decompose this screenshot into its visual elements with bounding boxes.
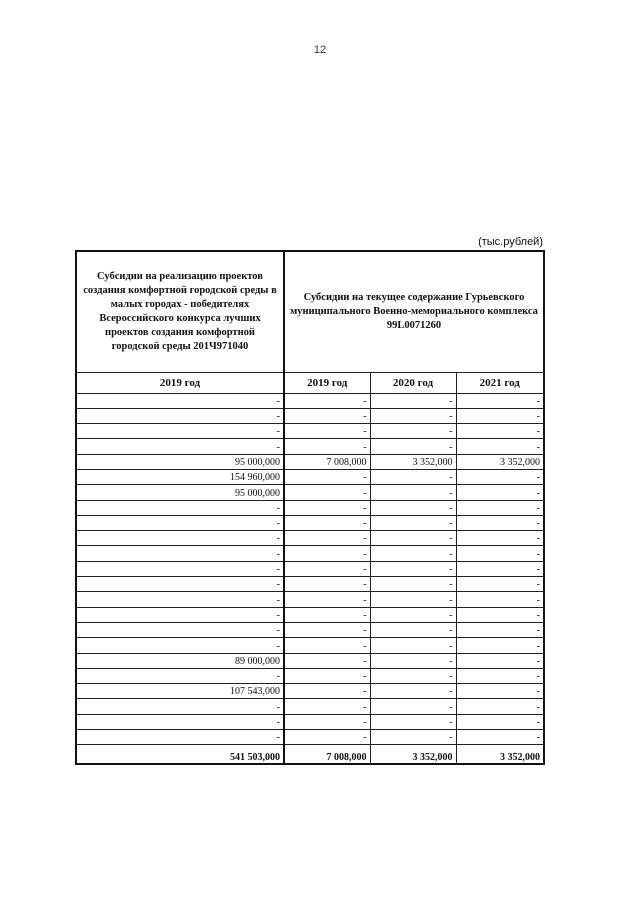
table-row — [76, 653, 544, 668]
table-cell: - — [76, 515, 284, 530]
table-cell: - — [284, 546, 370, 561]
year-header-cell: 2020 год — [370, 372, 456, 393]
year-header-cell: 2019 год — [76, 372, 284, 393]
year-header-row — [76, 372, 544, 393]
table-cell: - — [456, 531, 544, 546]
table-cell: - — [370, 469, 456, 484]
header-left-cell: Субсидии на реализацию проектов создания комфортной городской среды в малых городах - победителях Всероссийского конкурса лучших проектов создания комфортной городской среды 201Ч971040 — [76, 251, 284, 372]
table-header-row — [76, 251, 544, 372]
table-cell: - — [76, 622, 284, 637]
total-row — [76, 745, 544, 764]
table-cell: - — [76, 561, 284, 576]
table-cell: - — [284, 469, 370, 484]
table-row — [76, 439, 544, 454]
table-cell: - — [456, 699, 544, 714]
table-cell: - — [456, 439, 544, 454]
table-cell: - — [456, 577, 544, 592]
table-cell: - — [370, 500, 456, 515]
table-cell: - — [284, 638, 370, 653]
table-cell: - — [456, 469, 544, 484]
table-cell: - — [284, 622, 370, 637]
table-cell: - — [370, 714, 456, 729]
table-cell: - — [456, 653, 544, 668]
table-cell: - — [284, 699, 370, 714]
total-cell: 7 008,000 — [284, 745, 370, 764]
table-cell: - — [456, 607, 544, 622]
table-cell: - — [76, 546, 284, 561]
total-cell: 3 352,000 — [456, 745, 544, 764]
table-row — [76, 607, 544, 622]
table-cell: - — [370, 408, 456, 423]
table-cell: - — [76, 699, 284, 714]
table-cell: - — [456, 668, 544, 683]
table-row — [76, 668, 544, 683]
table-cell: 89 000,000 — [76, 653, 284, 668]
table-row — [76, 531, 544, 546]
table-row — [76, 515, 544, 530]
table-row — [76, 424, 544, 439]
table-cell: - — [370, 607, 456, 622]
units-label: (тыс.рублей) — [478, 236, 543, 248]
table-cell: - — [284, 730, 370, 745]
table-cell: - — [370, 684, 456, 699]
table-cell: - — [76, 638, 284, 653]
table-cell: - — [284, 500, 370, 515]
table-cell: 154 960,000 — [76, 469, 284, 484]
table-cell: - — [370, 424, 456, 439]
table-cell: - — [456, 684, 544, 699]
header-right-cell: Субсидии на текущее содержание Гурьевского муниципального Военно-мемориального комплекса 99L0071260 — [284, 251, 544, 372]
table-cell: - — [456, 546, 544, 561]
table-cell: - — [370, 515, 456, 530]
table-cell: 7 008,000 — [284, 454, 370, 469]
table-cell: 3 352,000 — [456, 454, 544, 469]
table-cell: - — [284, 531, 370, 546]
table-row — [76, 561, 544, 576]
table-cell: - — [370, 577, 456, 592]
table-cell: - — [370, 393, 456, 408]
table-cell: - — [456, 622, 544, 637]
table-cell: - — [370, 531, 456, 546]
table-cell: - — [370, 668, 456, 683]
table-cell: - — [370, 622, 456, 637]
table-cell: - — [76, 393, 284, 408]
table-cell: - — [76, 592, 284, 607]
table-cell: - — [76, 408, 284, 423]
table-cell: - — [456, 424, 544, 439]
table-cell: - — [284, 408, 370, 423]
table-cell: - — [456, 730, 544, 745]
table-cell: - — [76, 424, 284, 439]
year-header-cell: 2021 год — [456, 372, 544, 393]
table-row — [76, 393, 544, 408]
table-cell: - — [284, 485, 370, 500]
table-cell: 95 000,000 — [76, 485, 284, 500]
table-cell: - — [370, 546, 456, 561]
table-row — [76, 592, 544, 607]
table-cell: 95 000,000 — [76, 454, 284, 469]
table-cell: - — [456, 714, 544, 729]
table-cell: - — [284, 439, 370, 454]
table-cell: - — [284, 424, 370, 439]
table-cell: - — [370, 638, 456, 653]
table-row — [76, 408, 544, 423]
table-cell: - — [76, 500, 284, 515]
table-cell: - — [284, 561, 370, 576]
table-cell: - — [370, 561, 456, 576]
table-cell: - — [370, 485, 456, 500]
table-cell: - — [456, 500, 544, 515]
subsidies-table — [75, 250, 545, 765]
table-row — [76, 577, 544, 592]
table-cell: - — [284, 515, 370, 530]
year-header-cell: 2019 год — [284, 372, 370, 393]
table-row — [76, 684, 544, 699]
table-cell: - — [284, 577, 370, 592]
table-row — [76, 485, 544, 500]
table-cell: - — [370, 699, 456, 714]
table-cell: - — [456, 515, 544, 530]
table-cell: - — [370, 592, 456, 607]
table-cell: - — [76, 577, 284, 592]
table-cell: - — [370, 439, 456, 454]
table-cell: - — [76, 668, 284, 683]
table-cell: - — [284, 393, 370, 408]
table-row — [76, 546, 544, 561]
table-cell: - — [76, 439, 284, 454]
table-cell: - — [76, 607, 284, 622]
table-cell: - — [284, 684, 370, 699]
table-row — [76, 500, 544, 515]
table-cell: - — [456, 561, 544, 576]
table-row — [76, 638, 544, 653]
table-row — [76, 714, 544, 729]
table-cell: - — [456, 408, 544, 423]
table-cell: - — [284, 668, 370, 683]
table-cell: - — [456, 638, 544, 653]
table-row — [76, 469, 544, 484]
table-row — [76, 699, 544, 714]
table-row — [76, 622, 544, 637]
table-cell: - — [456, 485, 544, 500]
table-cell: - — [76, 714, 284, 729]
table-cell: - — [284, 714, 370, 729]
table-cell: - — [456, 393, 544, 408]
table-cell: - — [456, 592, 544, 607]
table-cell: - — [284, 592, 370, 607]
table-cell: - — [76, 730, 284, 745]
table-row — [76, 454, 544, 469]
table-cell: 107 543,000 — [76, 684, 284, 699]
table-cell: 3 352,000 — [370, 454, 456, 469]
table-cell: - — [370, 653, 456, 668]
page-number: 12 — [313, 44, 327, 56]
table-cell: - — [284, 607, 370, 622]
table-cell: - — [76, 531, 284, 546]
total-cell: 3 352,000 — [370, 745, 456, 764]
table-cell: - — [284, 653, 370, 668]
table-cell: - — [370, 730, 456, 745]
table-row — [76, 730, 544, 745]
total-cell: 541 503,000 — [76, 745, 284, 764]
